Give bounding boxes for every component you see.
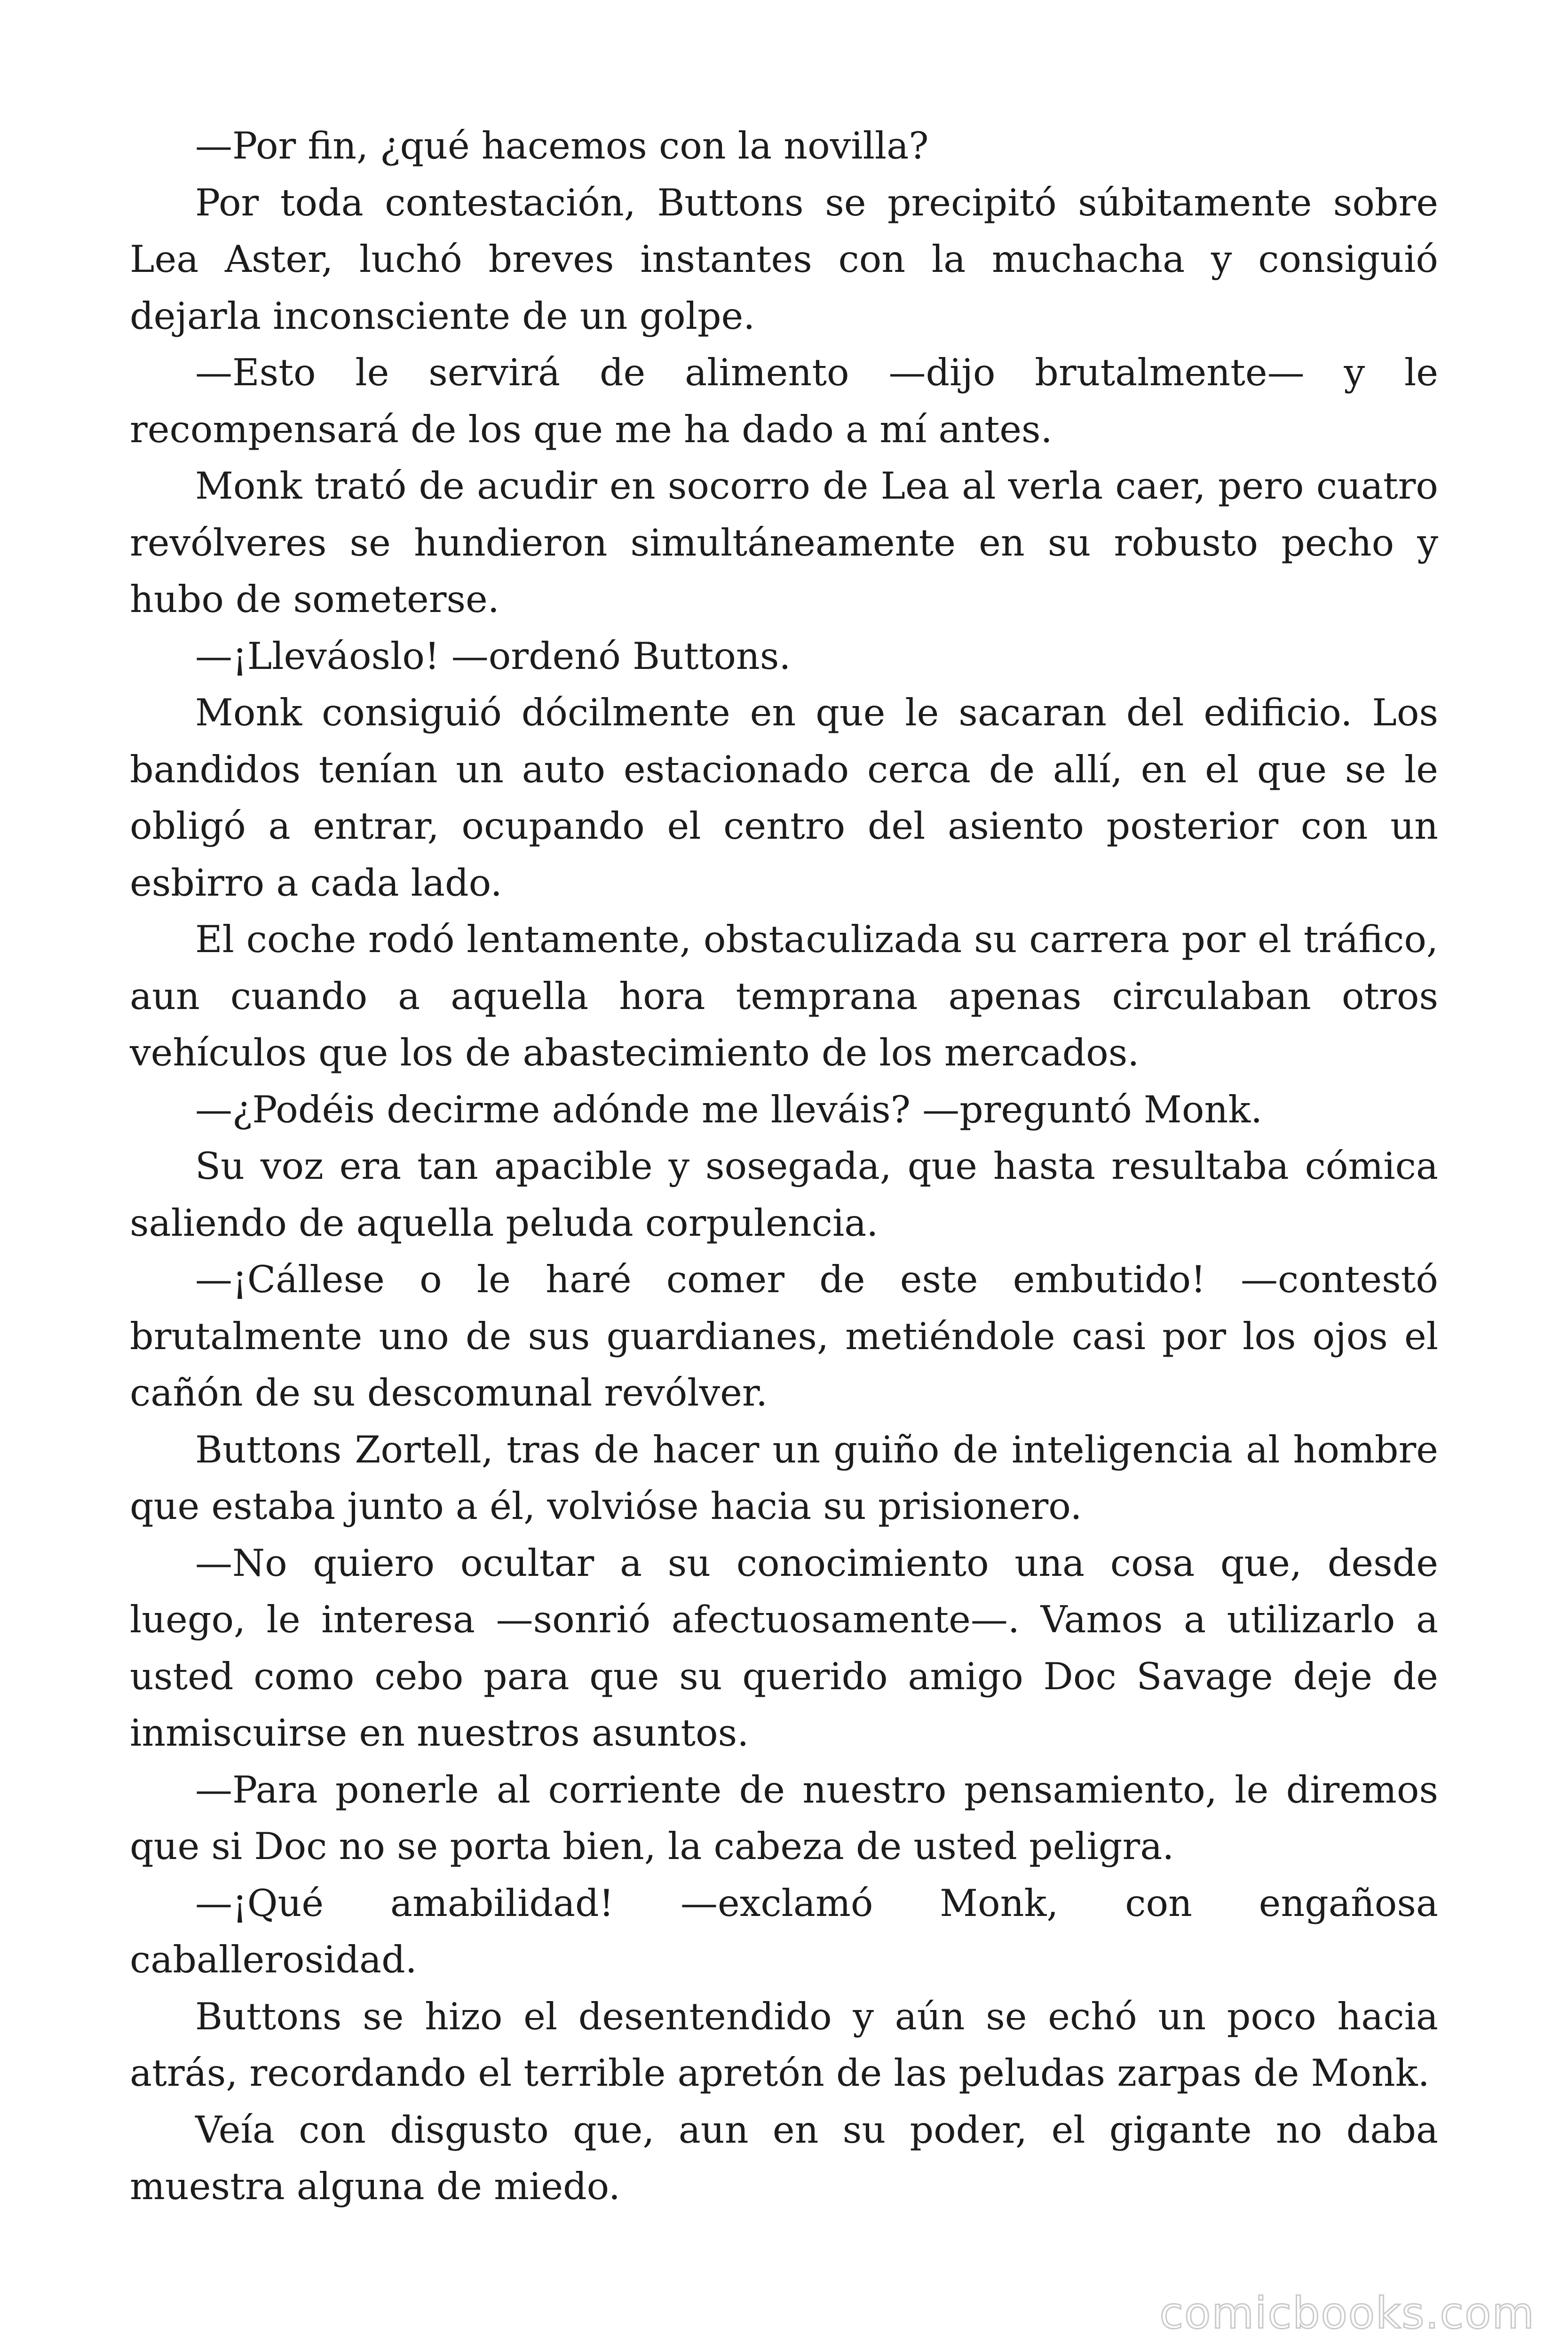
paragraph: Buttons Zortell, tras de hacer un guiño de inteligencia al hombre que estaba junto a él, volvióse hacia su prisionero. — [130, 1428, 1438, 1528]
paragraph: Por toda contestación, Buttons se precipitó súbitamente sobre Lea Aster, luchó breves instantes con la muchacha y consiguió dejarla inconsciente de un golpe. — [130, 181, 1438, 338]
paragraph: Veía con disgusto que, aun en su poder, el gigante no daba muestra alguna de miedo. — [130, 2108, 1438, 2208]
paragraph: —¡Qué amabilidad! —exclamó Monk, con engañosa caballerosidad. — [130, 1881, 1438, 1981]
paragraph: Buttons se hizo el desentendido y aún se echó un poco hacia atrás, recordando el terrible apretón de las peludas zarpas de Monk. — [130, 1994, 1438, 2095]
watermark: comicbooks.com — [1159, 2288, 1535, 2338]
paragraph: Su voz era tan apacible y sosegada, que hasta resultaba cómica saliendo de aquella peluda corpulencia. — [130, 1144, 1438, 1245]
paragraph: Monk trató de acudir en socorro de Lea al verla caer, pero cuatro revólveres se hundieron simultáneamente en su robusto pecho y hubo de someterse. — [130, 464, 1438, 621]
paragraph: Monk consiguió dócilmente en que le sacaran del edificio. Los bandidos tenían un auto estacionado cerca de allí, en el que se le obligó a entrar, ocupando el centro del asiento posterior con un esbirro a cada lado. — [130, 691, 1438, 905]
paragraph: —Por fin, ¿qué hacemos con la novilla? — [195, 124, 929, 167]
paragraph: El coche rodó lentamente, obstaculizada su carrera por el tráfico, aun cuando a aquella hora temprana apenas circulaban otros vehículos que los de abastecimiento de los mercados. — [130, 918, 1438, 1074]
page-text — [130, 118, 1438, 2215]
paragraph: —Esto le servirá de alimento —dijo brutalmente— y le recompensará de los que me ha dado a mí antes. — [130, 351, 1438, 451]
paragraph: —No quiero ocultar a su conocimiento una cosa que, desde luego, le interesa —sonrió afectuosamente—. Vamos a utilizarlo a usted como cebo para que su querido amigo Doc Savage deje de inmiscuirse en nuestros asuntos. — [130, 1541, 1438, 1755]
paragraph: —¡Lleváoslo! —ordenó Buttons. — [195, 634, 791, 678]
paragraph: —¡Cállese o le haré comer de este embutido! —contestó brutalmente uno de sus guardianes, metiéndole casi por los ojos el cañón de su descomunal revólver. — [130, 1258, 1438, 1414]
paragraph: —Para ponerle al corriente de nuestro pensamiento, le diremos que si Doc no se porta bien, la cabeza de usted peligra. — [130, 1768, 1438, 1868]
paragraph: —¿Podéis decirme adónde me lleváis? —preguntó Monk. — [195, 1088, 1263, 1131]
